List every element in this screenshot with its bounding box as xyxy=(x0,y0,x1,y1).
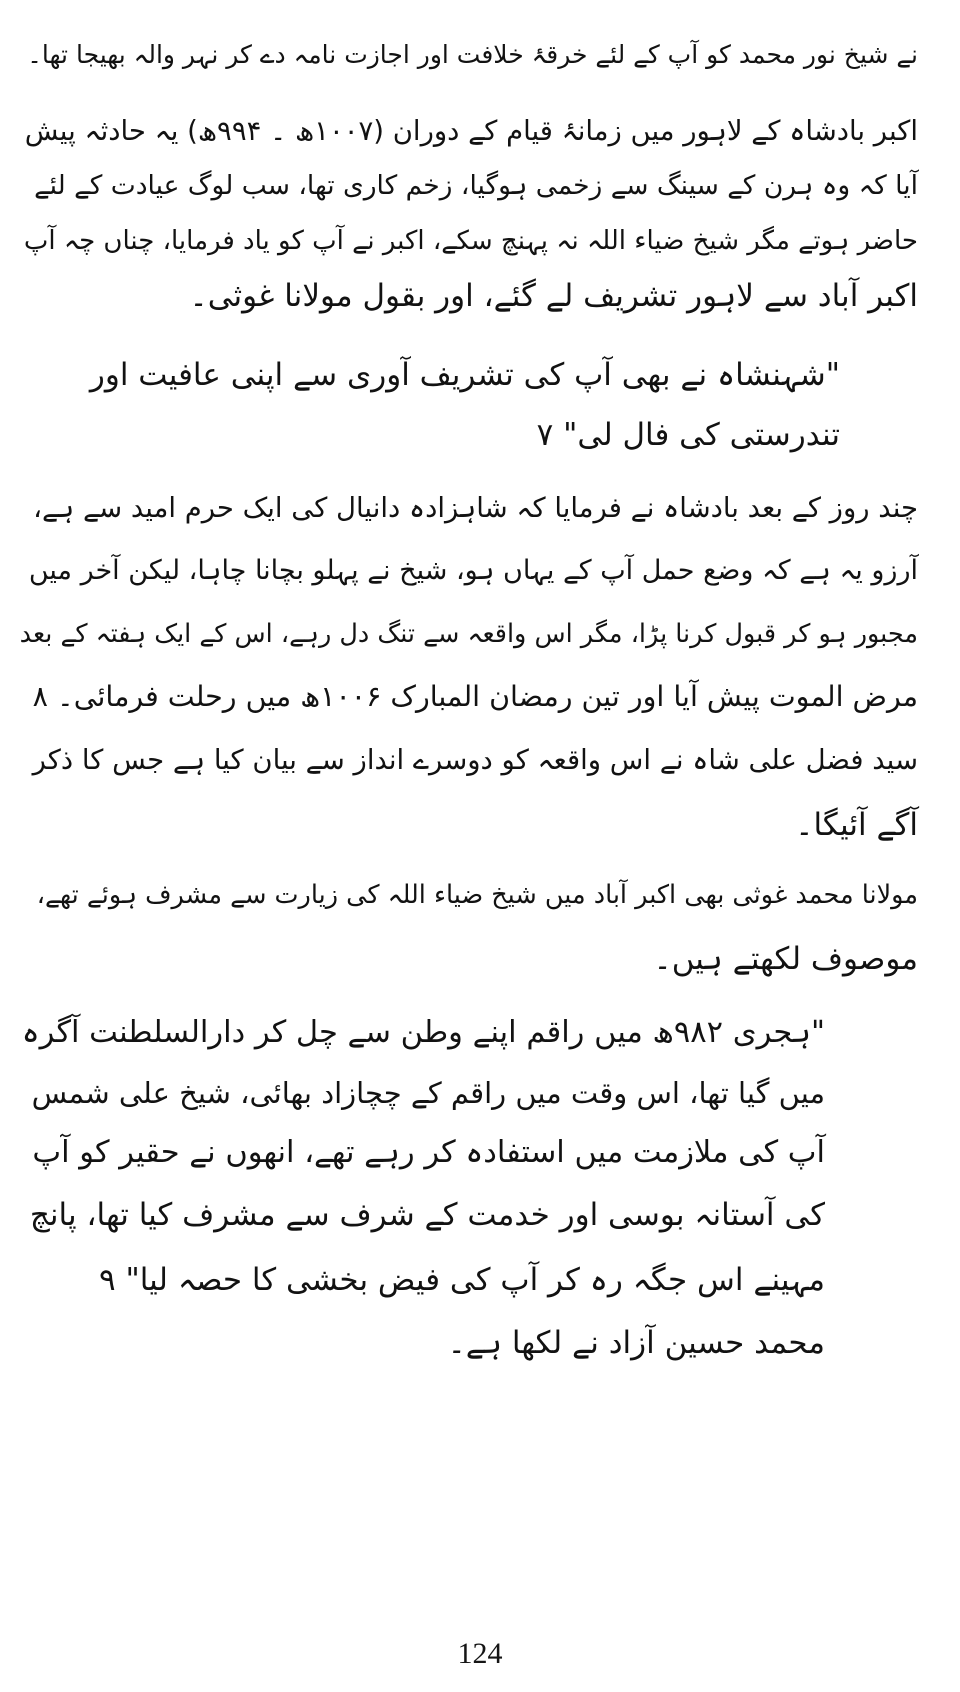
paragraph-5-line-1: مولانا محمد غوثی بھی اکبر آباد میں شیخ ضیاء اللہ کی زیارت سے مشرف ہوئے تھے، xyxy=(36,880,918,910)
paragraph-2-line-1: اکبر بادشاہ کے لاہور میں زمانۂ قیام کے دوران (۱۰۰۷ھ ۔ ۹۹۴ھ) یہ حادثہ پیش xyxy=(24,115,918,147)
paragraph-2-line-4: اکبر آباد سے لاہور تشریف لے گئے، اور بقول مولانا غوثی۔ xyxy=(189,278,918,314)
quote-2-line-4: کی آستانہ بوسی اور خدمت کے شرف سے مشرف کیا تھا، پانچ xyxy=(29,1197,825,1233)
paragraph-3-line-4: مرض الموت پیش آیا اور تین رمضان المبارک ۱۰۰۶ھ میں رحلت فرمائی۔ ۸ xyxy=(32,680,918,713)
page-number: 124 xyxy=(457,1637,503,1670)
quote-2-line-3: آپ کی ملازمت میں استفادہ کر رہے تھے، انھوں نے حقیر کو آپ xyxy=(32,1135,825,1170)
paragraph-3-line-3: مجبور ہو کر قبول کرنا پڑا، مگر اس واقعہ سے تنگ دل رہے، اس کے ایک ہفتہ کے بعد xyxy=(19,619,918,649)
paragraph-5-line-2: موصوف لکھتے ہیں۔ xyxy=(653,941,918,977)
quote-2-line-1: "ہجری ۹۸۲ھ میں راقم اپنے وطن سے چل کر دارالسلطنت آگرہ xyxy=(21,1015,825,1050)
paragraph-1-line-1: نے شیخ نور محمد کو آپ کے لئے خرقۂ خلافت اور اجازت نامہ دے کر نہر والہ بھیجا تھا۔ xyxy=(27,40,918,69)
quote-2-line-2: میں گیا تھا، اس وقت میں راقم کے چچازاد بھائی، شیخ علی شمس xyxy=(31,1076,825,1110)
paragraph-3-line-2: آرزو یہ ہے کہ وضع حمل آپ کے یہاں ہو، شیخ نے پہلو بچانا چاہا، لیکن آخر میں xyxy=(28,555,918,586)
paragraph-2-line-2: آیا کہ وہ ہرن کے سینگ سے زخمی ہوگیا، زخم کاری تھا، سب لوگ عیادت کے لئے xyxy=(34,170,918,201)
quote-1-line-2: تندرستی کی فال لی" ۷ xyxy=(536,417,840,453)
quote-2-line-5: مہینے اس جگہ رہ کر آپ کی فیض بخشی کا حصہ لیا" ۹ xyxy=(98,1262,825,1298)
paragraph-4-line-2: آگے آئیگا۔ xyxy=(795,807,918,843)
paragraph-2-line-3: حاضر ہوتے مگر شیخ ضیاء اللہ نہ پہنچ سکے، اکبر نے آپ کو یاد فرمایا، چناں چہ آپ xyxy=(23,226,918,256)
paragraph-3-line-1: چند روز کے بعد بادشاہ نے فرمایا کہ شاہزادہ دانیال کی ایک حرم امید سے ہے، xyxy=(33,492,918,524)
quote-1-line-1: "شہنشاہ نے بھی آپ کی تشریف آوری سے اپنی عافیت اور xyxy=(89,357,840,393)
paragraph-4-line-1: سید فضل علی شاہ نے اس واقعہ کو دوسرے انداز سے بیان کیا ہے جس کا ذکر xyxy=(32,744,918,776)
paragraph-6-line-1: محمد حسین آزاد نے لکھا ہے۔ xyxy=(447,1325,825,1361)
